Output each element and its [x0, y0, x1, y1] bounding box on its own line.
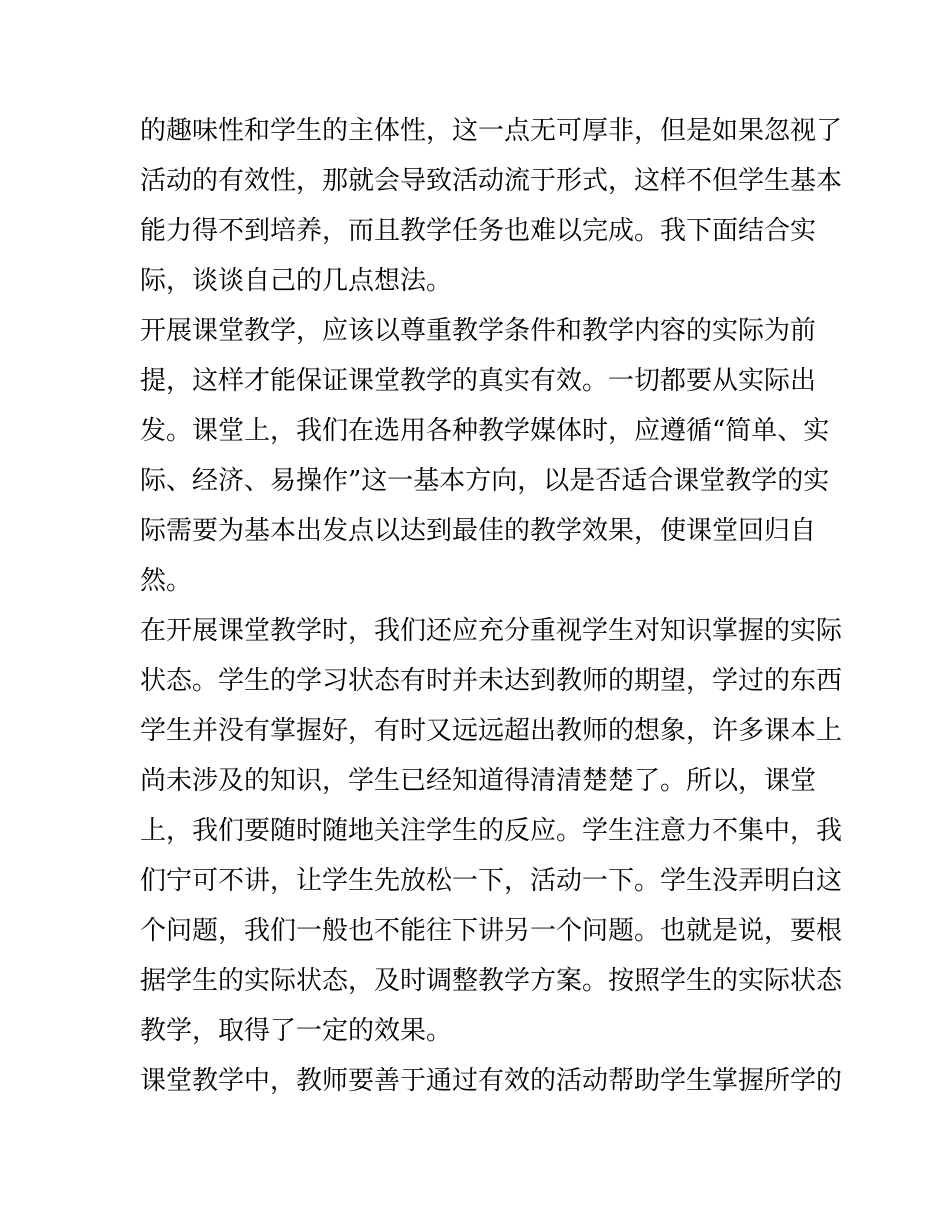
text-line-10: 然。 — [140, 566, 193, 596]
text-line-4: 际，谈谈自己的几点想法。 — [140, 266, 453, 296]
text-line-6: 提，这样才能保证课堂教学的真实有效。一切都要从实际出 — [140, 366, 817, 396]
text-line-5: 开展课堂教学，应该以尊重教学条件和教学内容的实际为前 — [140, 316, 817, 346]
text-line-3: 能力得不到培养，而且教学任务也难以完成。我下面结合实 — [140, 216, 817, 246]
text-line-2: 活动的有效性，那就会导致活动流于形式，这样不但学生基本 — [140, 166, 843, 196]
body-text — [140, 106, 843, 1106]
text-line-8: 际、经济、易操作”这一基本方向，以是否适合课堂教学的实 — [140, 466, 830, 496]
text-line-14: 尚未涉及的知识，学生已经知道得清清楚楚了。所以，课堂 — [140, 766, 817, 796]
text-line-16: 们宁可不讲，让学生先放松一下，活动一下。学生没弄明白这 — [140, 866, 843, 896]
text-line-12: 状态。学生的学习状态有时并未达到教师的期望，学过的东西 — [140, 666, 843, 696]
text-line-20: 课堂教学中，教师要善于通过有效的活动帮助学生掌握所学的 — [140, 1066, 843, 1096]
text-line-1: 的趣味性和学生的主体性，这一点无可厚非，但是如果忽视了 — [140, 116, 843, 146]
text-line-13: 学生并没有掌握好，有时又远远超出教师的想象，许多课本上 — [140, 716, 843, 746]
text-line-18: 据学生的实际状态，及时调整教学方案。按照学生的实际状态 — [140, 966, 843, 996]
text-line-11: 在开展课堂教学时，我们还应充分重视学生对知识掌握的实际 — [140, 616, 843, 646]
text-line-19: 教学，取得了一定的效果。 — [140, 1016, 453, 1046]
text-line-9: 际需要为基本出发点以达到最佳的教学效果，使课堂回归自 — [140, 516, 817, 546]
text-line-7: 发。课堂上，我们在选用各种教学媒体时，应遵循“简单、实 — [140, 416, 830, 446]
text-line-15: 上，我们要随时随地关注学生的反应。学生注意力不集中，我 — [140, 816, 843, 846]
text-line-17: 个问题，我们一般也不能往下讲另一个问题。也就是说，要根 — [140, 916, 843, 946]
